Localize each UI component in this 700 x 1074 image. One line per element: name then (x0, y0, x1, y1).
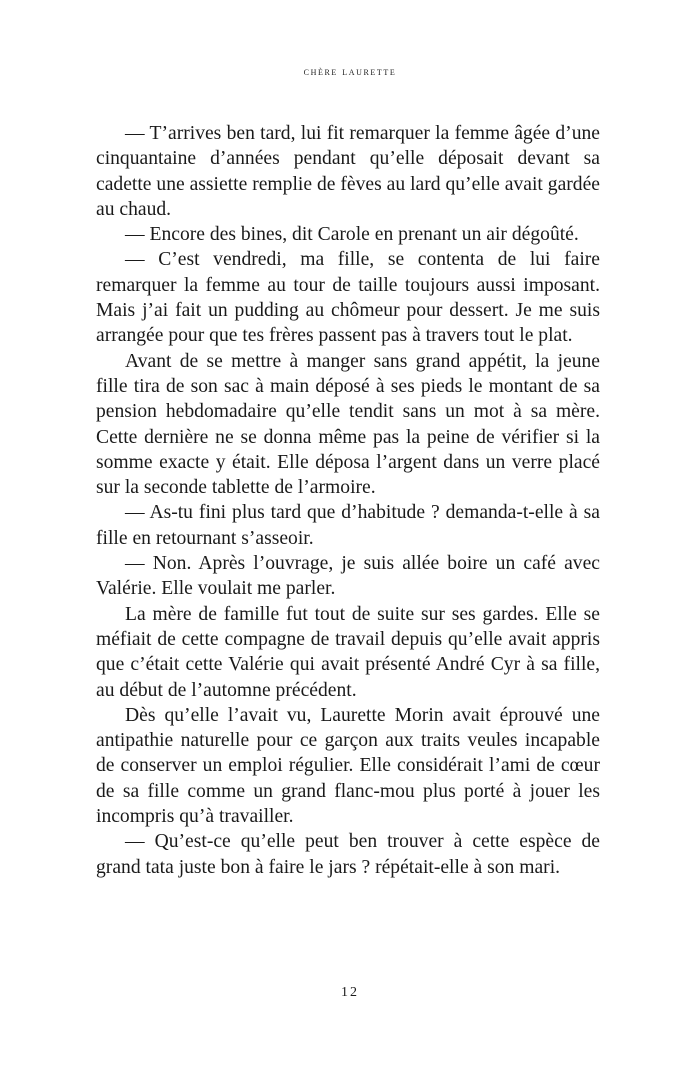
page-number: 12 (341, 985, 359, 1000)
paragraph: — T’arrives ben tard, lui fit remarquer la femme âgée d’une cinquantaine d’années pendant qu’elle déposait devant sa cadette une assiette remplie de fèves au lard qu’elle avait gardée au chaud. (96, 123, 600, 220)
paragraph: — Encore des bines, dit Carole en prenant un air dégoûté. (125, 224, 579, 246)
paragraph: La mère de famille fut tout de suite sur ses gardes. Elle se méfiait de cette compagne de travail depuis qu’elle avait appris que c’était cette Valérie qui avait présenté André Cyr à sa fille, au début de l’automne précédent. (96, 603, 600, 701)
running-head (0, 66, 700, 78)
paragraph: Avant de se mettre à manger sans grand appétit, la jeune fille tira de son sac à main déposé à ses pieds le montant de sa pension hebdomadaire qu’elle tendit sans un mot à sa mère. Cette dernière ne se donna même pas la peine de vérifier si la somme exacte y était. Elle déposa l’argent dans un verre placé sur la seconde tablette de l’armoire. (96, 350, 600, 499)
paragraph: — Non. Après l’ouvrage, je suis allée boire un café avec Valérie. Elle voulait me parler. (96, 553, 600, 600)
paragraph: — C’est vendredi, ma fille, se contenta de lui faire remarquer la femme au tour de taille toujours aussi imposant. Mais j’ai fait un pudding au chômeur pour dessert. Je me suis arrangée pour que tes frères passent pas à travers tout le plat. (96, 249, 600, 347)
body-text (96, 121, 600, 880)
paragraph: Dès qu’elle l’avait vu, Laurette Morin avait éprouvé une antipathie naturelle pour ce garçon aux traits veules incapable de conserver un emploi régulier. Elle considérait l’ami de cœur de sa fille comme un grand flanc-mou plus porté à jouer les incompris qu’à travailler. (96, 704, 600, 828)
paragraph: — Qu’est-ce qu’elle peut ben trouver à cette espèce de grand tata juste bon à faire le jars ? répétait-elle à son mari. (96, 831, 600, 878)
running-head-title: chère laurette (303, 66, 397, 78)
paragraph: — As-tu fini plus tard que d’habitude ? demanda-t-elle à sa fille en retournant s’asseoir. (96, 502, 600, 549)
